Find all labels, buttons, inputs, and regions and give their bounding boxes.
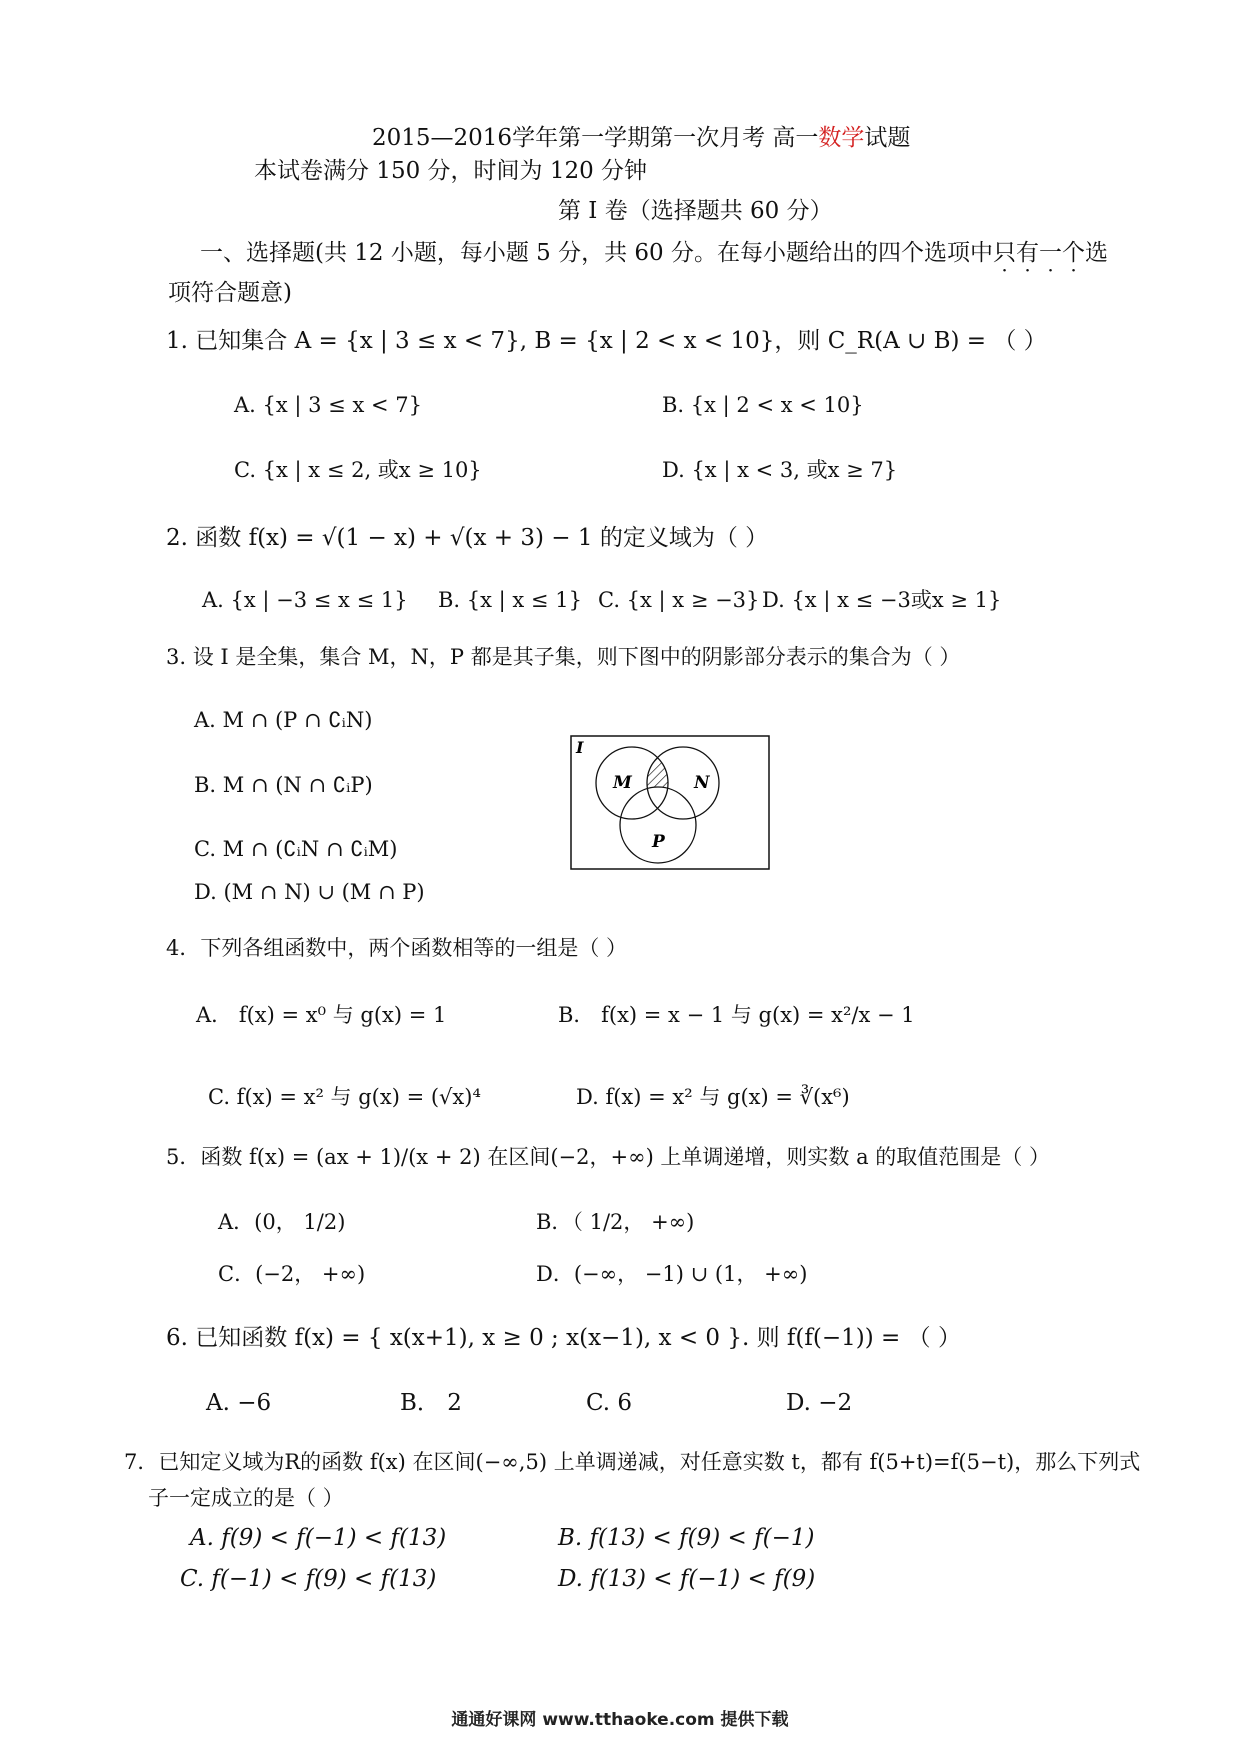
question-5-option-d: D．(−∞， −1) ∪ (1， +∞) [536, 1262, 808, 1286]
title-subject: 数学 [818, 125, 865, 151]
venn-diagram [570, 735, 770, 870]
question-1-option-d: D. {x | x < 3, 或x ≥ 7} [662, 458, 898, 482]
question-7-option-d: D. f(13) < f(−1) < f(9) [558, 1566, 816, 1592]
question-6-option-c: C. 6 [586, 1390, 633, 1416]
question-7-option-a: A. f(9) < f(−1) < f(13) [190, 1525, 447, 1551]
venn-label-n: N [694, 773, 710, 793]
question-4-option-c: C. f(x) = x² 与 g(x) = (√x)⁴ [208, 1085, 481, 1109]
question-7-stem-line2: 子一定成立的是（ ） [148, 1486, 344, 1510]
venn-label-m: M [613, 773, 632, 793]
question-1-option-c: C. {x | x ≤ 2, 或x ≥ 10} [234, 458, 482, 482]
question-6-option-d: D. −2 [786, 1390, 853, 1416]
question-2-option-c: C. {x | x ≥ −3} [598, 588, 760, 612]
section-instructions-line1 [200, 240, 1108, 268]
page-footer: 通通好课网 www.tthaoke.com 提供下载 [451, 1710, 789, 1730]
emphasis-char: 一 [1039, 240, 1063, 266]
question-4-option-a: A． f(x) = x⁰ 与 g(x) = 1 [196, 1003, 447, 1027]
exam-title [372, 125, 910, 153]
question-5-option-a: A．(0， 1/2) [218, 1210, 346, 1234]
question-3-option-c: C. M ∩ (∁ᵢN ∩ ∁ᵢM) [194, 837, 398, 861]
exam-subtitle: 本试卷满分 150 分，时间为 120 分钟 [254, 158, 648, 184]
part-title: 第 I 卷（选择题共 60 分） [558, 198, 833, 224]
question-3-option-d: D. (M ∩ N) ∪ (M ∩ P) [194, 880, 425, 904]
universal-set-box [571, 736, 769, 869]
question-7-option-b: B. f(13) < f(9) < f(−1) [558, 1525, 815, 1551]
question-3-option-b: B. M ∩ (N ∩ ∁ᵢP) [194, 773, 373, 797]
question-2-option-b: B. {x | x ≤ 1} [438, 588, 582, 612]
instructions-text-end: 选 [1085, 240, 1109, 266]
question-2-option-a: A. {x | −3 ≤ x ≤ 1} [202, 588, 408, 612]
question-3-stem: 3. 设 I 是全集，集合 M，N，P 都是其子集，则下图中的阴影部分表示的集合为（ ） [166, 645, 961, 669]
question-2-stem: 2. 函数 f(x) = √(1 − x) + √(x + 3) − 1 的定义域为（ ） [166, 525, 769, 551]
emphasis-char: 有 [1016, 240, 1040, 266]
section-instructions-line2: 项符合题意) [168, 280, 292, 306]
question-1-option-a: A. {x | 3 ≤ x < 7} [234, 393, 422, 417]
question-4-option-b: B． f(x) = x − 1 与 g(x) = x²/x − 1 [558, 1003, 915, 1027]
title-text: 2015—2016学年第一学期第一次月考 高一 [372, 125, 819, 151]
question-5-stem: 5．函数 f(x) = (ax + 1)/(x + 2) 在区间(−2，+∞) 上单调递增，则实数 a 的取值范围是（ ） [166, 1145, 1050, 1169]
question-2-option-d: D. {x | x ≤ −3或x ≥ 1} [762, 588, 1002, 612]
question-4-stem: 4．下列各组函数中，两个函数相等的一组是（ ） [166, 936, 628, 960]
question-3-option-a: A. M ∩ (P ∩ ∁ᵢN) [194, 708, 373, 732]
question-7-stem-line1: 7．已知定义域为R的函数 f(x) 在区间(−∞,5) 上单调递减，对任意实数 t，都有 f(5+t)=f(5−t)，那么下列式 [124, 1450, 1141, 1474]
question-5-option-c: C．(−2， +∞) [218, 1262, 366, 1286]
emphasis-char: 个 [1062, 240, 1086, 266]
title-suffix: 试题 [864, 125, 911, 151]
question-7-option-c: C. f(−1) < f(9) < f(13) [180, 1566, 437, 1592]
venn-label-p: P [652, 832, 665, 852]
question-4-option-d: D. f(x) = x² 与 g(x) = ∛(x⁶) [576, 1085, 850, 1109]
instructions-text: 一、选择题(共 12 小题，每小题 5 分，共 60 分。在每小题给出的四个选项中 [200, 240, 994, 266]
question-6-stem: 6. 已知函数 f(x) = { x(x+1), x ≥ 0 ; x(x−1), x < 0 }. 则 f(f(−1)) = （ ） [166, 1325, 961, 1351]
question-6-option-a: A. −6 [206, 1390, 272, 1416]
question-5-option-b: B．（ 1/2， +∞) [536, 1210, 695, 1234]
question-1-option-b: B. {x | 2 < x < 10} [662, 393, 864, 417]
question-1-stem: 1. 已知集合 A = {x | 3 ≤ x < 7}, B = {x | 2 < x < 10}，则 C_R(A ∪ B) = （ ） [166, 328, 1047, 354]
emphasis-char: 只 [993, 240, 1017, 266]
question-6-option-b: B． 2 [400, 1390, 462, 1416]
venn-label-i: I [576, 738, 584, 757]
